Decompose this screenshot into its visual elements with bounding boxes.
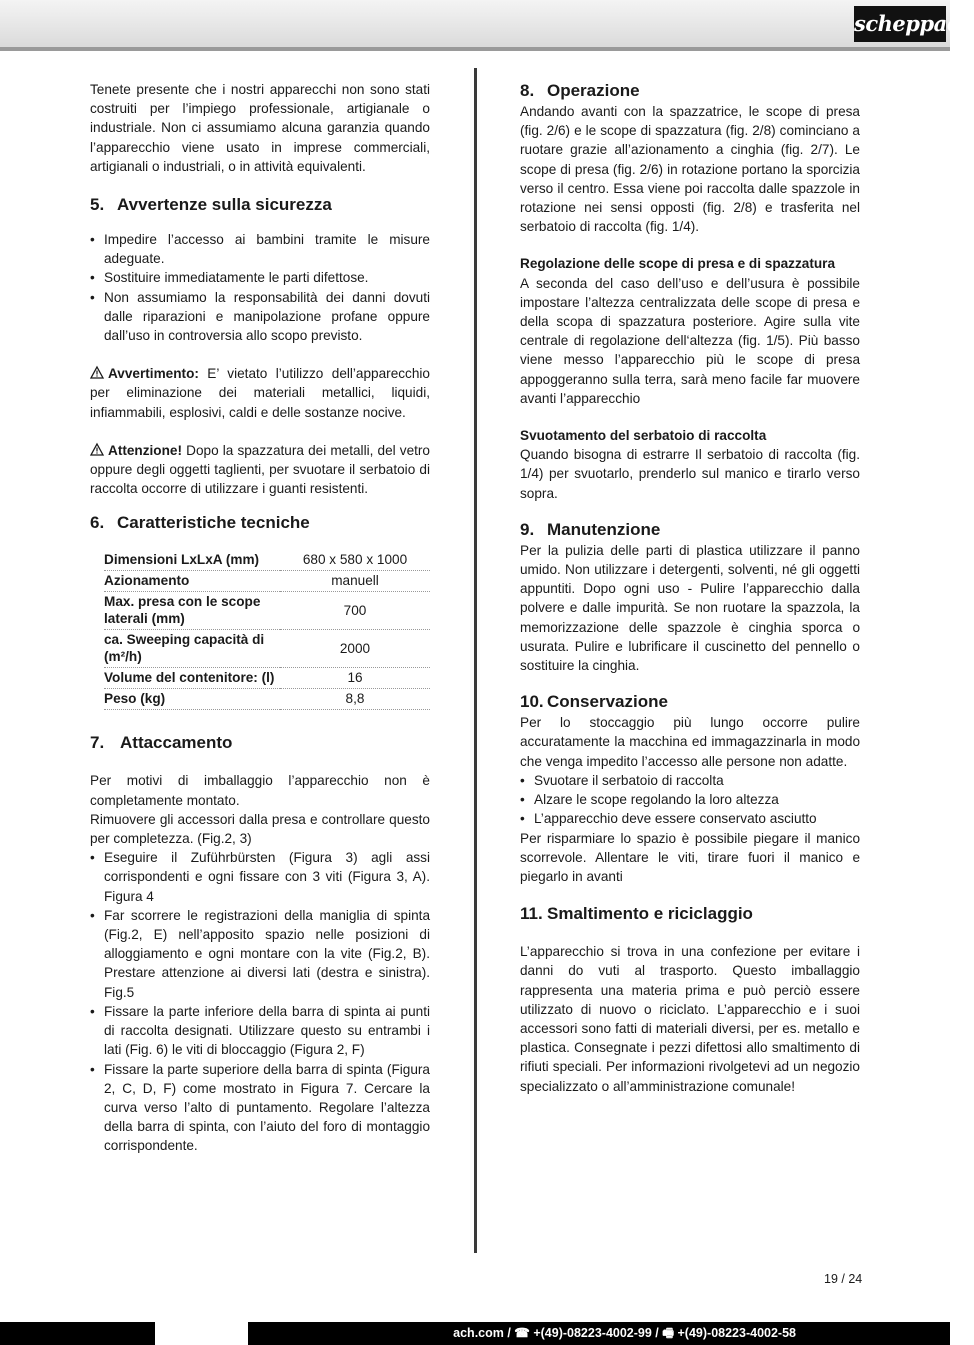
adjustment-paragraph: A seconda del caso dell’uso e dell’usura è possibile impostare l’altezza centralizzata delle scope di presa e della scopa di spazzatura posteriore. Agire sulla vite centrale di regolazione dell‘altezza (fig. 1/5). Più basso viene messo l’apparecchio più le scope di presa appoggeranno sulla terra, sarà meno facile far muovere avanti l’apparecchio bbox=[520, 275, 860, 406]
table-row bbox=[104, 571, 430, 592]
list-item: • L’apparecchio deve essere conservato asciutto bbox=[520, 809, 860, 828]
maintenance-paragraph: Per la pulizia delle parti di plastica utilizzare il panno umido. Non utilizzare i detergenti, solventi, né gli oggetti appuntiti. Dopo ogni uso - Pulire l’apparecchio dalla polvere e dalle impurità. Se non ruotare la spazzola, la memorizzazione delle spazzole è cinghia sporca o usurata. Pulire e lubrificare il cuscinetto del pennello o sostituire la cinghia. bbox=[520, 542, 860, 674]
storage-paragraph: Per lo stoccaggio più lungo occorre pulire accuratamente la macchina ed immagazzinarla in modo che venga impedito l’accesso alle persone non adatte. bbox=[520, 715, 860, 769]
section-6-heading bbox=[90, 512, 430, 534]
section-number: 10. bbox=[520, 692, 544, 712]
brand-logo: scheppach bbox=[854, 6, 946, 42]
list-item: • Impedire l’accesso ai bambini tramite le misure adeguate. bbox=[90, 230, 430, 268]
section-title: Conservazione bbox=[547, 692, 668, 712]
table-row bbox=[104, 689, 430, 710]
list-item: • Fissare la parte inferiore della barra di spinta ai punti di raccolta designati. Utilizzare questo su entrambi i lati (Fig. 6) le viti di bloccaggio (Figura 2, F) bbox=[90, 1002, 430, 1060]
warning-triangle-icon bbox=[90, 443, 104, 456]
section-9-heading bbox=[520, 519, 860, 541]
table-row bbox=[104, 550, 430, 571]
section-5-heading bbox=[90, 194, 430, 216]
spec-key: Peso (kg) bbox=[104, 689, 280, 710]
table-row bbox=[104, 592, 430, 630]
caution-paragraph bbox=[90, 441, 430, 499]
assembly-paragraph: Per motivi di imballaggio l’apparecchio non è completamente montato. bbox=[90, 773, 430, 808]
table-row bbox=[104, 630, 430, 668]
spec-key: ca. Sweeping capacità di (m²/h) bbox=[104, 630, 280, 668]
list-item: • Non assumiamo la responsabilità dei danni dovuti dalle riparazioni e manipolazione profane oppure dall’uso in controversia allo scopo previsto. bbox=[90, 288, 430, 346]
warning-paragraph bbox=[90, 364, 430, 422]
operation-paragraph: Andando avanti con la spazzatrice, le scope di presa (fig. 2/6) e le scope di spazzatura (fig. 2/8) cominciano a ruotare grazie all’azionamento a cinghia (fig. 2/7). Le scope di presa (fig. 2/6) in rotazione portano la sporcizia verso il centro. Essa viene poi raccolta dalle spazzole in rotazione nei sensi opposti (fig. 2/8) e trasferita nel serbatoio di raccolta (fig. 1/4). bbox=[520, 104, 860, 235]
section-number: 5. bbox=[90, 195, 105, 215]
table-row bbox=[104, 668, 430, 689]
warning-label: Avvertimento: bbox=[108, 366, 199, 382]
tech-specs-table bbox=[104, 550, 430, 710]
section-number: 8. bbox=[520, 81, 535, 100]
section-title: Operazione bbox=[547, 81, 640, 100]
assembly-paragraph: Rimuovere gli accessori dalla presa e controllare questo per completezza. (Fig.2, 3) bbox=[90, 811, 430, 847]
section-10-heading bbox=[520, 691, 860, 713]
spec-key: Azionamento bbox=[104, 571, 280, 592]
safety-list bbox=[90, 230, 430, 345]
caution-text: Dopo la spazzatura dei metalli, del vetro oppure degli oggetti taglienti, per svuotare il serbatoio di raccolta occorre di utilizzare i guanti resistenti. bbox=[90, 442, 430, 497]
section-title: Manutenzione bbox=[547, 519, 661, 539]
section-title: Avvertenze sulla sicurezza bbox=[117, 195, 332, 215]
spec-value: manuell bbox=[280, 571, 430, 592]
list-item: • Fissare la parte superiore della barra di spinta (Figura 2, C, D, F) come mostrato in Figura 7. Cercare la curva verso l’alto di puntamento. Regolare l’altezza della barra di spinta, con l’aiuto del foro di montaggio corrispondente. bbox=[90, 1060, 430, 1156]
spec-value: 680 x 580 x 1000 bbox=[280, 550, 430, 571]
section-title: Attaccamento bbox=[120, 733, 233, 753]
assembly-list bbox=[90, 848, 430, 1155]
section-11-heading bbox=[520, 903, 860, 925]
page-footer bbox=[0, 1322, 950, 1345]
emptying-paragraph: Quando bisogna di estrarre Il serbatoio di raccolta (fig. 1/4) per svuotarlo, prenderlo sul manico e tirarlo verso sopra. bbox=[520, 447, 860, 501]
intro-paragraph: Tenete presente che i nostri apparecchi non sono stati costruiti per l’impiego professionale, artigianale o industriale. Non ci assumiamo alcuna garanzia quando l’apparecchio viene usato in imprese commerciali, artigianali o industriali, o in attività equivalenti. bbox=[90, 82, 430, 174]
header-shadow bbox=[0, 47, 950, 51]
section-7-heading bbox=[90, 732, 430, 754]
list-item: • Sostituire immediatamente le parti difettose. bbox=[90, 268, 430, 287]
list-item: • Svuotare il serbatoio di raccolta bbox=[520, 771, 860, 790]
section-number: 9. bbox=[520, 519, 535, 539]
left-column bbox=[90, 80, 430, 1156]
spec-value: 16 bbox=[280, 668, 430, 689]
section-title: Smaltimento e riciclaggio bbox=[547, 904, 753, 924]
storage-paragraph: Per risparmiare lo spazio è possibile piegare il manico scorrevole. Allentare le viti, tirare fuori il manico e piegarlo in avanti bbox=[520, 830, 860, 884]
column-divider bbox=[474, 68, 477, 1253]
section-number: 6. bbox=[90, 513, 105, 533]
footer-white-block bbox=[155, 1322, 248, 1345]
warning-text: E’ vietato l’utilizzo dell’apparecchio per eliminazione dei materiali metallici, liquidi, infiammabili, esplosivi, caldi e delle sostanze nocive. bbox=[90, 366, 430, 420]
spec-key: Max. presa con le scope laterali (mm) bbox=[104, 592, 280, 630]
spec-key: Dimensioni LxLxA (mm) bbox=[104, 550, 280, 571]
caution-label: Attenzione! bbox=[108, 442, 183, 458]
disposal-paragraph: L’apparecchio si trova in una confezione per evitare i danni do vuti al trasporto. Questo imballaggio rappresenta una materia prima e può perciò essere utilizzato di nuovo o riciclato. L’apparecchio e i suoi accessori sono fatti di materiali diversi, per es. metallo e plastica. Consegnate i pezzi difettosi allo smaltimento di rifiuti speciali. Per informazioni rivolgetevi ad un negozio specializzato o all’amministrazione comunale! bbox=[520, 944, 860, 1094]
section-number: 11. bbox=[520, 904, 543, 924]
subheading-emptying: Svuotamento del serbatoio di raccolta bbox=[520, 428, 767, 444]
warning-triangle-icon bbox=[90, 366, 104, 379]
section-8-heading bbox=[520, 80, 860, 102]
spec-value: 2000 bbox=[280, 630, 430, 668]
spec-value: 8,8 bbox=[280, 689, 430, 710]
subheading-adjustment: Regolazione delle scope di presa e di spazzatura bbox=[520, 256, 836, 272]
footer-contact: ach.com / ☎ +(49)-08223-4002-99 / 🖷 +(49)-08223-4002-58 bbox=[453, 1326, 796, 1340]
storage-list bbox=[520, 771, 860, 829]
list-item: • Far scorrere le registrazioni della maniglia di spinta (Fig.2, E) nell’apposito spazio nelle posizioni di alloggiamento e ogni montare con la vite (Fig.2, B). Prestare attenzione ai diversi lati (destra e sinistra). Fig.5 bbox=[90, 906, 430, 1002]
section-number: 7. bbox=[90, 733, 105, 753]
page-header bbox=[0, 0, 974, 51]
page-number: 19 / 24 bbox=[824, 1272, 863, 1286]
spec-key: Volume del contenitore: (l) bbox=[104, 668, 280, 689]
right-column bbox=[520, 80, 860, 1096]
section-title: Caratteristiche tecniche bbox=[117, 513, 310, 533]
list-item: • Eseguire il Zuführbürsten (Figura 3) agli assi corrispondenti e ogni fissare con 3 viti (Figura 3, A). Figura 4 bbox=[90, 848, 430, 906]
list-item: • Alzare le scope regolando la loro altezza bbox=[520, 790, 860, 809]
spec-value: 700 bbox=[280, 592, 430, 630]
